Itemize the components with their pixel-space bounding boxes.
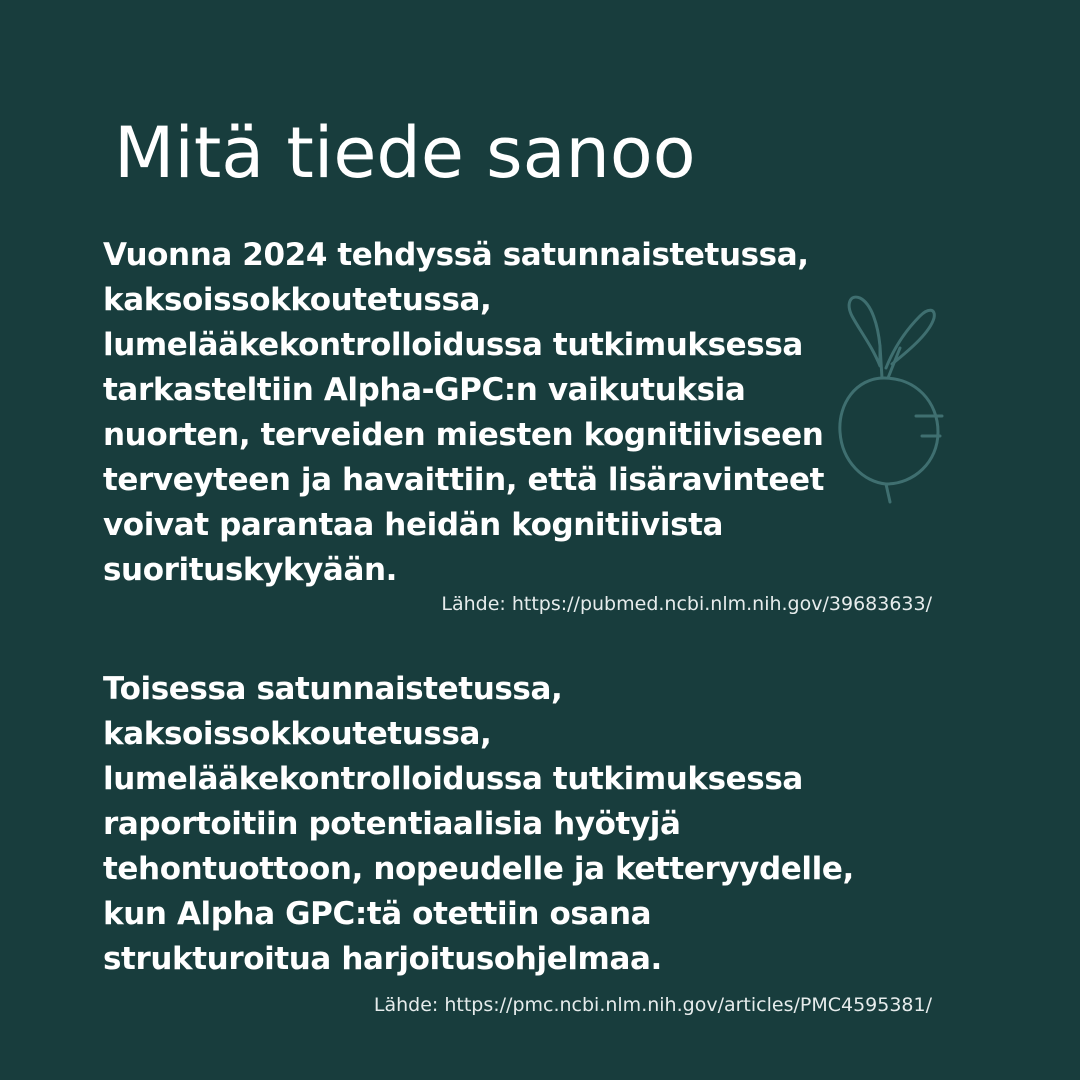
source-citation-2: Lähde: https://pmc.ncbi.nlm.nih.gov/articles/PMC4595381/ [373, 994, 932, 1016]
paragraph-line: kun Alpha GPC:tä otettiin osana [103, 896, 652, 932]
paragraph-line: tehontuottoon, nopeudelle ja ketteryydelle, [103, 851, 854, 887]
paragraph-line: suorituskykyään. [103, 552, 398, 588]
paragraph-line: lumelääkekontrolloidussa tutkimuksessa [103, 327, 803, 363]
paragraph-line: kaksoissokkoutetussa, [103, 716, 492, 752]
paragraph-line: kaksoissokkoutetussa, [103, 282, 492, 318]
paragraph-line: terveyteen ja havaittiin, että lisäravinteet [103, 462, 825, 498]
page-title: Mitä tiede sanoo [114, 112, 696, 194]
paragraph-line: raportoitiin potentiaalisia hyötyjä [103, 806, 681, 842]
beet-icon [820, 286, 950, 506]
study-paragraph-1 [103, 233, 824, 593]
paragraph-line: nuorten, terveiden miesten kognitiiviseen [103, 417, 824, 453]
paragraph-line: strukturoitua harjoitusohjelmaa. [103, 941, 662, 977]
source-citation-1: Lähde: https://pubmed.ncbi.nlm.nih.gov/39683633/ [441, 593, 932, 615]
study-paragraph-2 [103, 667, 854, 982]
paragraph-line: voivat parantaa heidän kognitiivista [103, 507, 724, 543]
paragraph-line: tarkasteltiin Alpha-GPC:n vaikutuksia [103, 372, 746, 408]
paragraph-line: Vuonna 2024 tehdyssä satunnaistetussa, [103, 237, 809, 273]
paragraph-line: Toisessa satunnaistetussa, [103, 671, 563, 707]
paragraph-line: lumelääkekontrolloidussa tutkimuksessa [103, 761, 803, 797]
